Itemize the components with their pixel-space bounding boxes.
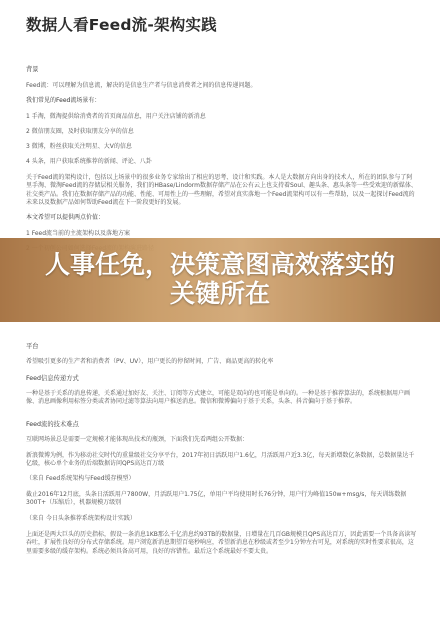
- banner-line: 关键所在: [169, 279, 270, 308]
- source-note: （来自 今日头条推荐系统架构设计实践）: [26, 515, 136, 522]
- source-note: （来自 Feed系统架构与Feed缓存模型）: [26, 475, 135, 482]
- background-heading: 背景: [26, 66, 39, 73]
- scale-paragraph: 上面还是两大巨头的历史指标，假设一条消息1KB那么千亿消息约93TB的数据量，日增量在几百GB规模且QPS高达百万，因此需要一个具备高读写吞吐，扩展性良好的分布式存储系统。用户浏览新消息期望百毫秒响应，希望新消息在秒级或者至少1分钟左右可见，对系统的实时性要求很高，这里需要多级的缓存架构。系统必须具备高可用，良好的容错性。最后这个系统最好不要太贵。: [26, 531, 417, 555]
- value-item: 1 Feed流当前的主流架构以及落地方案: [26, 230, 131, 237]
- page-title: 数据人看Feed流-架构实践: [26, 16, 217, 34]
- scenarios-heading: 我们常见的Feed流场景有：: [26, 97, 101, 104]
- transfer-heading: Feed信息传递方式: [26, 375, 79, 382]
- transfer-paragraph: 一种是基于关系的消息传递，关系通过加好友、关注、订阅等方式建立，可能是双向的也可能是单向的。一种是基于推荐算法的，系统根据用户画像、消息画像利用标签分类或者协同过滤等算法向用户推送消息。微信和微博偏向于基于关系，头条、抖音偏向于基于推荐。: [26, 390, 411, 406]
- headline-banner: [0, 238, 440, 322]
- banner-headline: [0, 238, 440, 308]
- difficulty-intro: 互联网场景总是需要一定规模才能体现出技术的瓶颈，下面我们先看两组公开数据：: [26, 436, 249, 443]
- difficulty-heading: Feed流的技术难点: [26, 421, 79, 428]
- scenario-item: 2 微信朋友圈，及时获取朋友分享的信息: [26, 128, 134, 135]
- platform-heading: 平台: [26, 343, 39, 350]
- toutiao-paragraph: 截止2016年12月底，头条日活跃用户7800W，月活跃用户1.75亿，单用户平均使用时长76分钟，用户行为峰值150w+msg/s，每天训练数据300T+（压缩后），机器规模万级别: [26, 491, 407, 507]
- article-value-heading: 本文希望可以提供两点价值：: [26, 214, 105, 221]
- scenario-item: 3 微博，粉丝获取关注明星、大V的信息: [26, 143, 132, 150]
- scenario-item: 4 头条，用户获取系统推荐的新闻、评论、八卦: [26, 158, 152, 165]
- scenario-item: 1 手淘，微淘提供给消费者的首页商品信息，用户关注店铺的新消息: [26, 113, 206, 120]
- banner-line: 人事任免，决策意图高效落实的: [44, 250, 395, 279]
- platform-line: 希望吸引更多的生产者和消费者（PV、UV），用户更长的停留时间，广告、商品更高的转化率: [26, 358, 274, 365]
- architecture-paragraph: 关于Feed流的架构设计，包括以上场景中的很多业务专家给出了相应的思考、设计和实践。本人是大数据方向出身的技术人，所在的团队参与了阿里手淘、微淘Feed流的存储层相关服务，我们的HBase/Lindorm数据存储产品在公有云上也支持着Soul、趣头条、惠头条等一些受欢迎的新媒体、社交类产品。我们在数据存储产品的功能、性能、可用性上的一些理解，希望对真实落地一个Feed流架构可以有一些帮助，以及一起探讨Feed流的未来以及数据产品如何帮助Feed流在下一阶段更好的发展。: [26, 174, 417, 206]
- intro-line: Feed流：可以理解为信息流，解决的是信息生产者与信息消费者之间的信息传递问题。: [26, 82, 257, 89]
- sina-paragraph: 新浪微博为例，作为移动社交时代的重量级社交分享平台，2017年初日活跃用户1.6亿，月活跃用户近3.3亿，每天新增数亿条数据，总数据量达千亿级，核心单个业务的后端数据访问QPS高达百万级: [26, 452, 415, 468]
